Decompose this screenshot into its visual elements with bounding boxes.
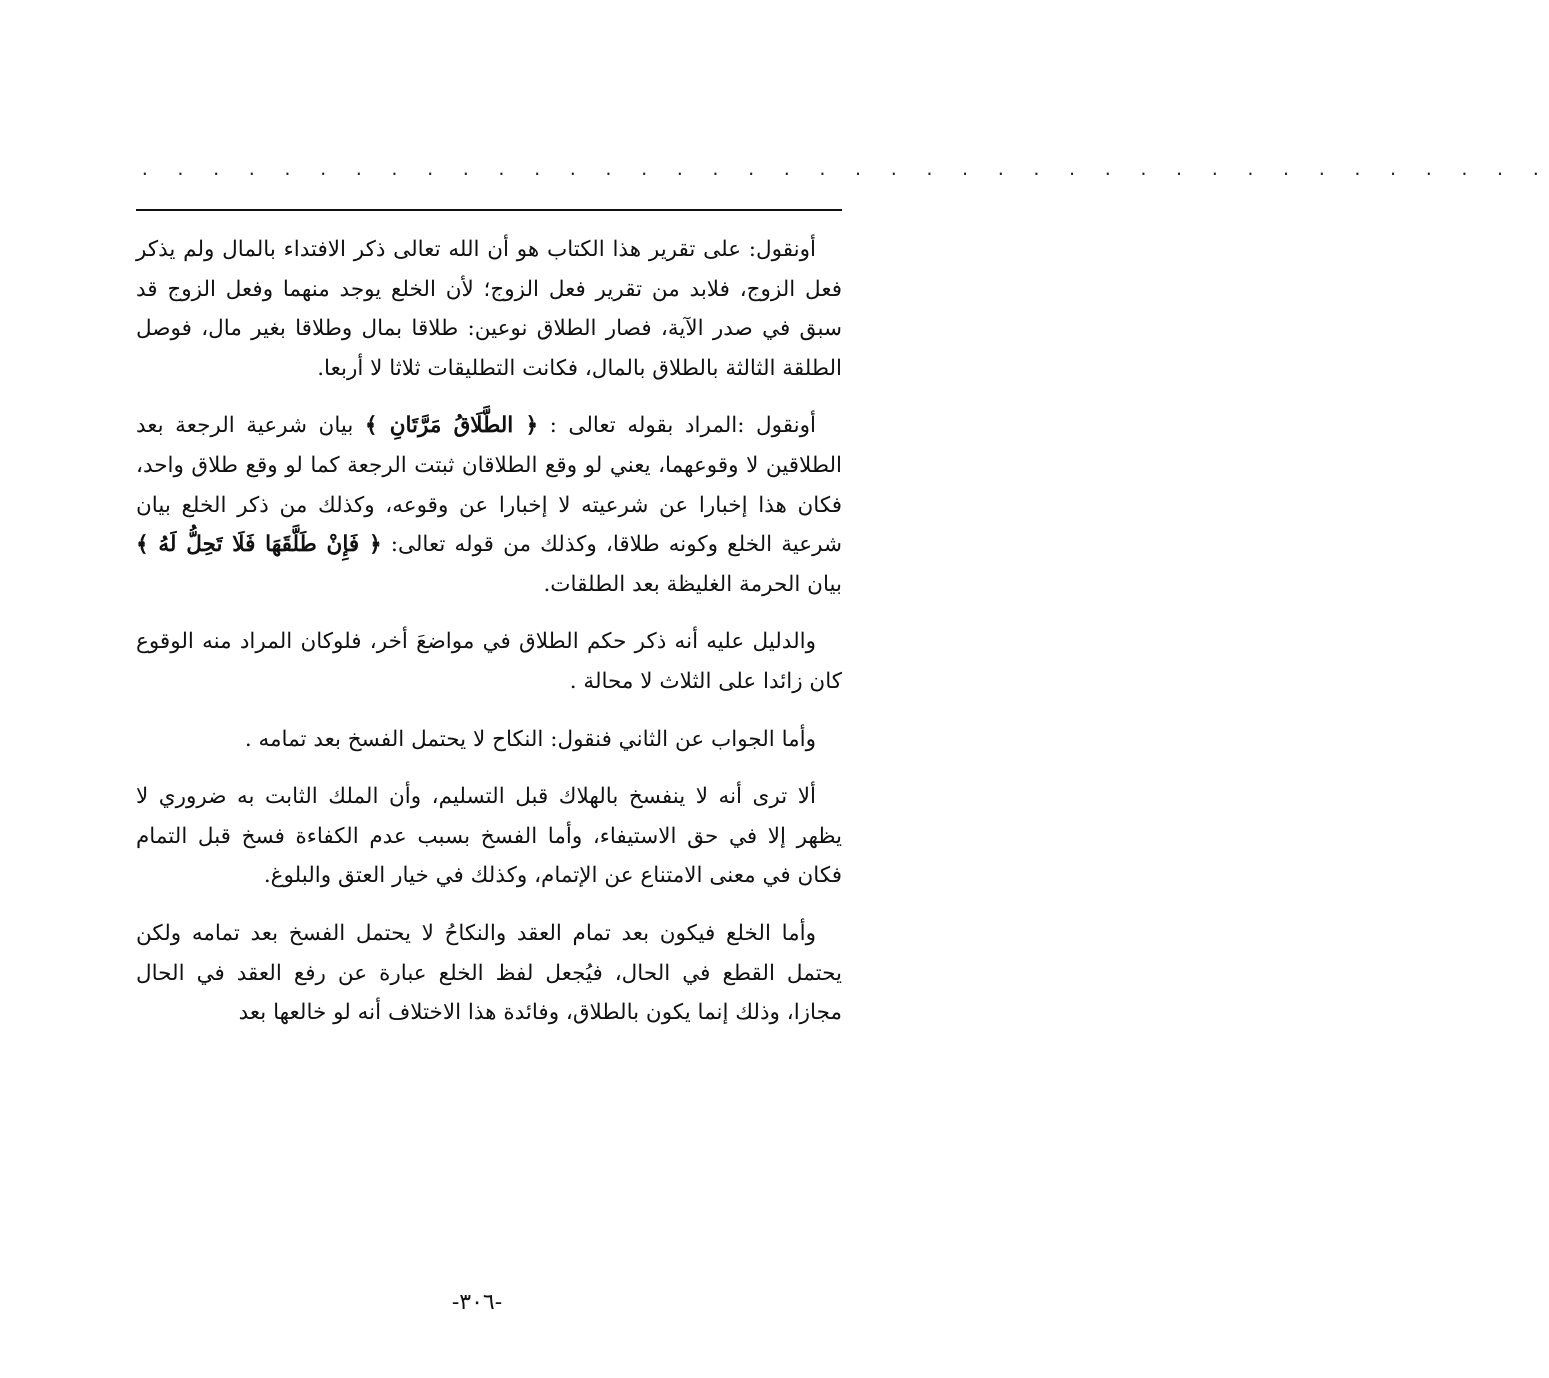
- paragraph-6: وأما الخلع فيكون بعد تمام العقد والنكاحُ لا يحتمل الفسخ بعد تمامه ولكن يحتمل القطع في الحال، فيُجعل لفظ الخلع عبارة عن رفع العقد في الحال مجازا، وذلك إنما يكون بالطلاق، وفائدة هذا الاختلاف أنه لو خالعها بعد: [136, 920, 842, 1026]
- paragraph-2: [136, 406, 842, 604]
- quran-verse-1: ﴿ الطَّلَاقُ مَرَّتَانِ ﴾: [364, 413, 539, 439]
- paragraph-2-text-b: بيان شرعية الرجعة بعد الطلاقين لا وقوعهما، يعني لو وقع الطلاقان ثبتت الرجعة كما لو وقع طلاق واحد، فكان هذا إخبارا عن شرعيته لا إخبارا عن وقوعه، وكذلك من ذكر الخلع بيان شرعية الخلع وكونه طلاقا، وكذلك من قوله تعالى:: [136, 413, 842, 558]
- page-number: -٣٠٦-: [451, 1290, 503, 1315]
- paragraph-1: أونقول: على تقرير هذا الكتاب هو أن الله تعالى ذكر الافتداء بالمال ولم يذكر فعل الزوج، فلابد من تقرير فعل الزوج؛ لأن الخلع يوجد منهما وفعل الزوج قد سبق في صدر الآية، فصار الطلاق نوعين: طلاقا بمال وطلاقا بغير مال، فوصل الطلقة الثالثة بالطلاق بالمال، فكانت التطليقات ثلاثا لا أربعا.: [136, 237, 842, 381]
- paragraph-2-text-c: بيان الحرمة الغليظة بعد الطلقات.: [543, 571, 842, 597]
- paragraph-4: وأما الجواب عن الثاني فنقول: النكاح لا يحتمل الفسخ بعد تمامه .: [244, 726, 816, 752]
- quran-verse-2: ﴿ فَإِنْ طَلَّقَهَا فَلَا تَحِلُّ لَهُ ﴾: [136, 532, 382, 558]
- main-text: [136, 230, 842, 1051]
- paragraph-3: والدليل عليه أنه ذكر حكم الطلاق في مواضعَ أخر، فلوكان المراد منه الوقوع كان زائدا على الثلاث لا محالة .: [136, 629, 842, 694]
- paragraph-2-text-a: أونقول :المراد بقوله تعالى :: [538, 413, 817, 439]
- header-rule: [136, 209, 842, 211]
- header-dotted-line: . . . . . . . . . . . . . . . . . . . . . . . . . . . . . . . . . . . . . . . .: [140, 160, 1549, 179]
- paragraph-5: ألا ترى أنه لا ينفسخ بالهلاك قبل التسليم، وأن الملك الثابت به ضروري لا يظهر إلا في حق الاستيفاء، وأما الفسخ بسبب عدم الكفاءة فسخ قبل التمام فكان في معنى الامتناع عن الإتمام، وكذلك في خيار العتق والبلوغ.: [136, 784, 842, 889]
